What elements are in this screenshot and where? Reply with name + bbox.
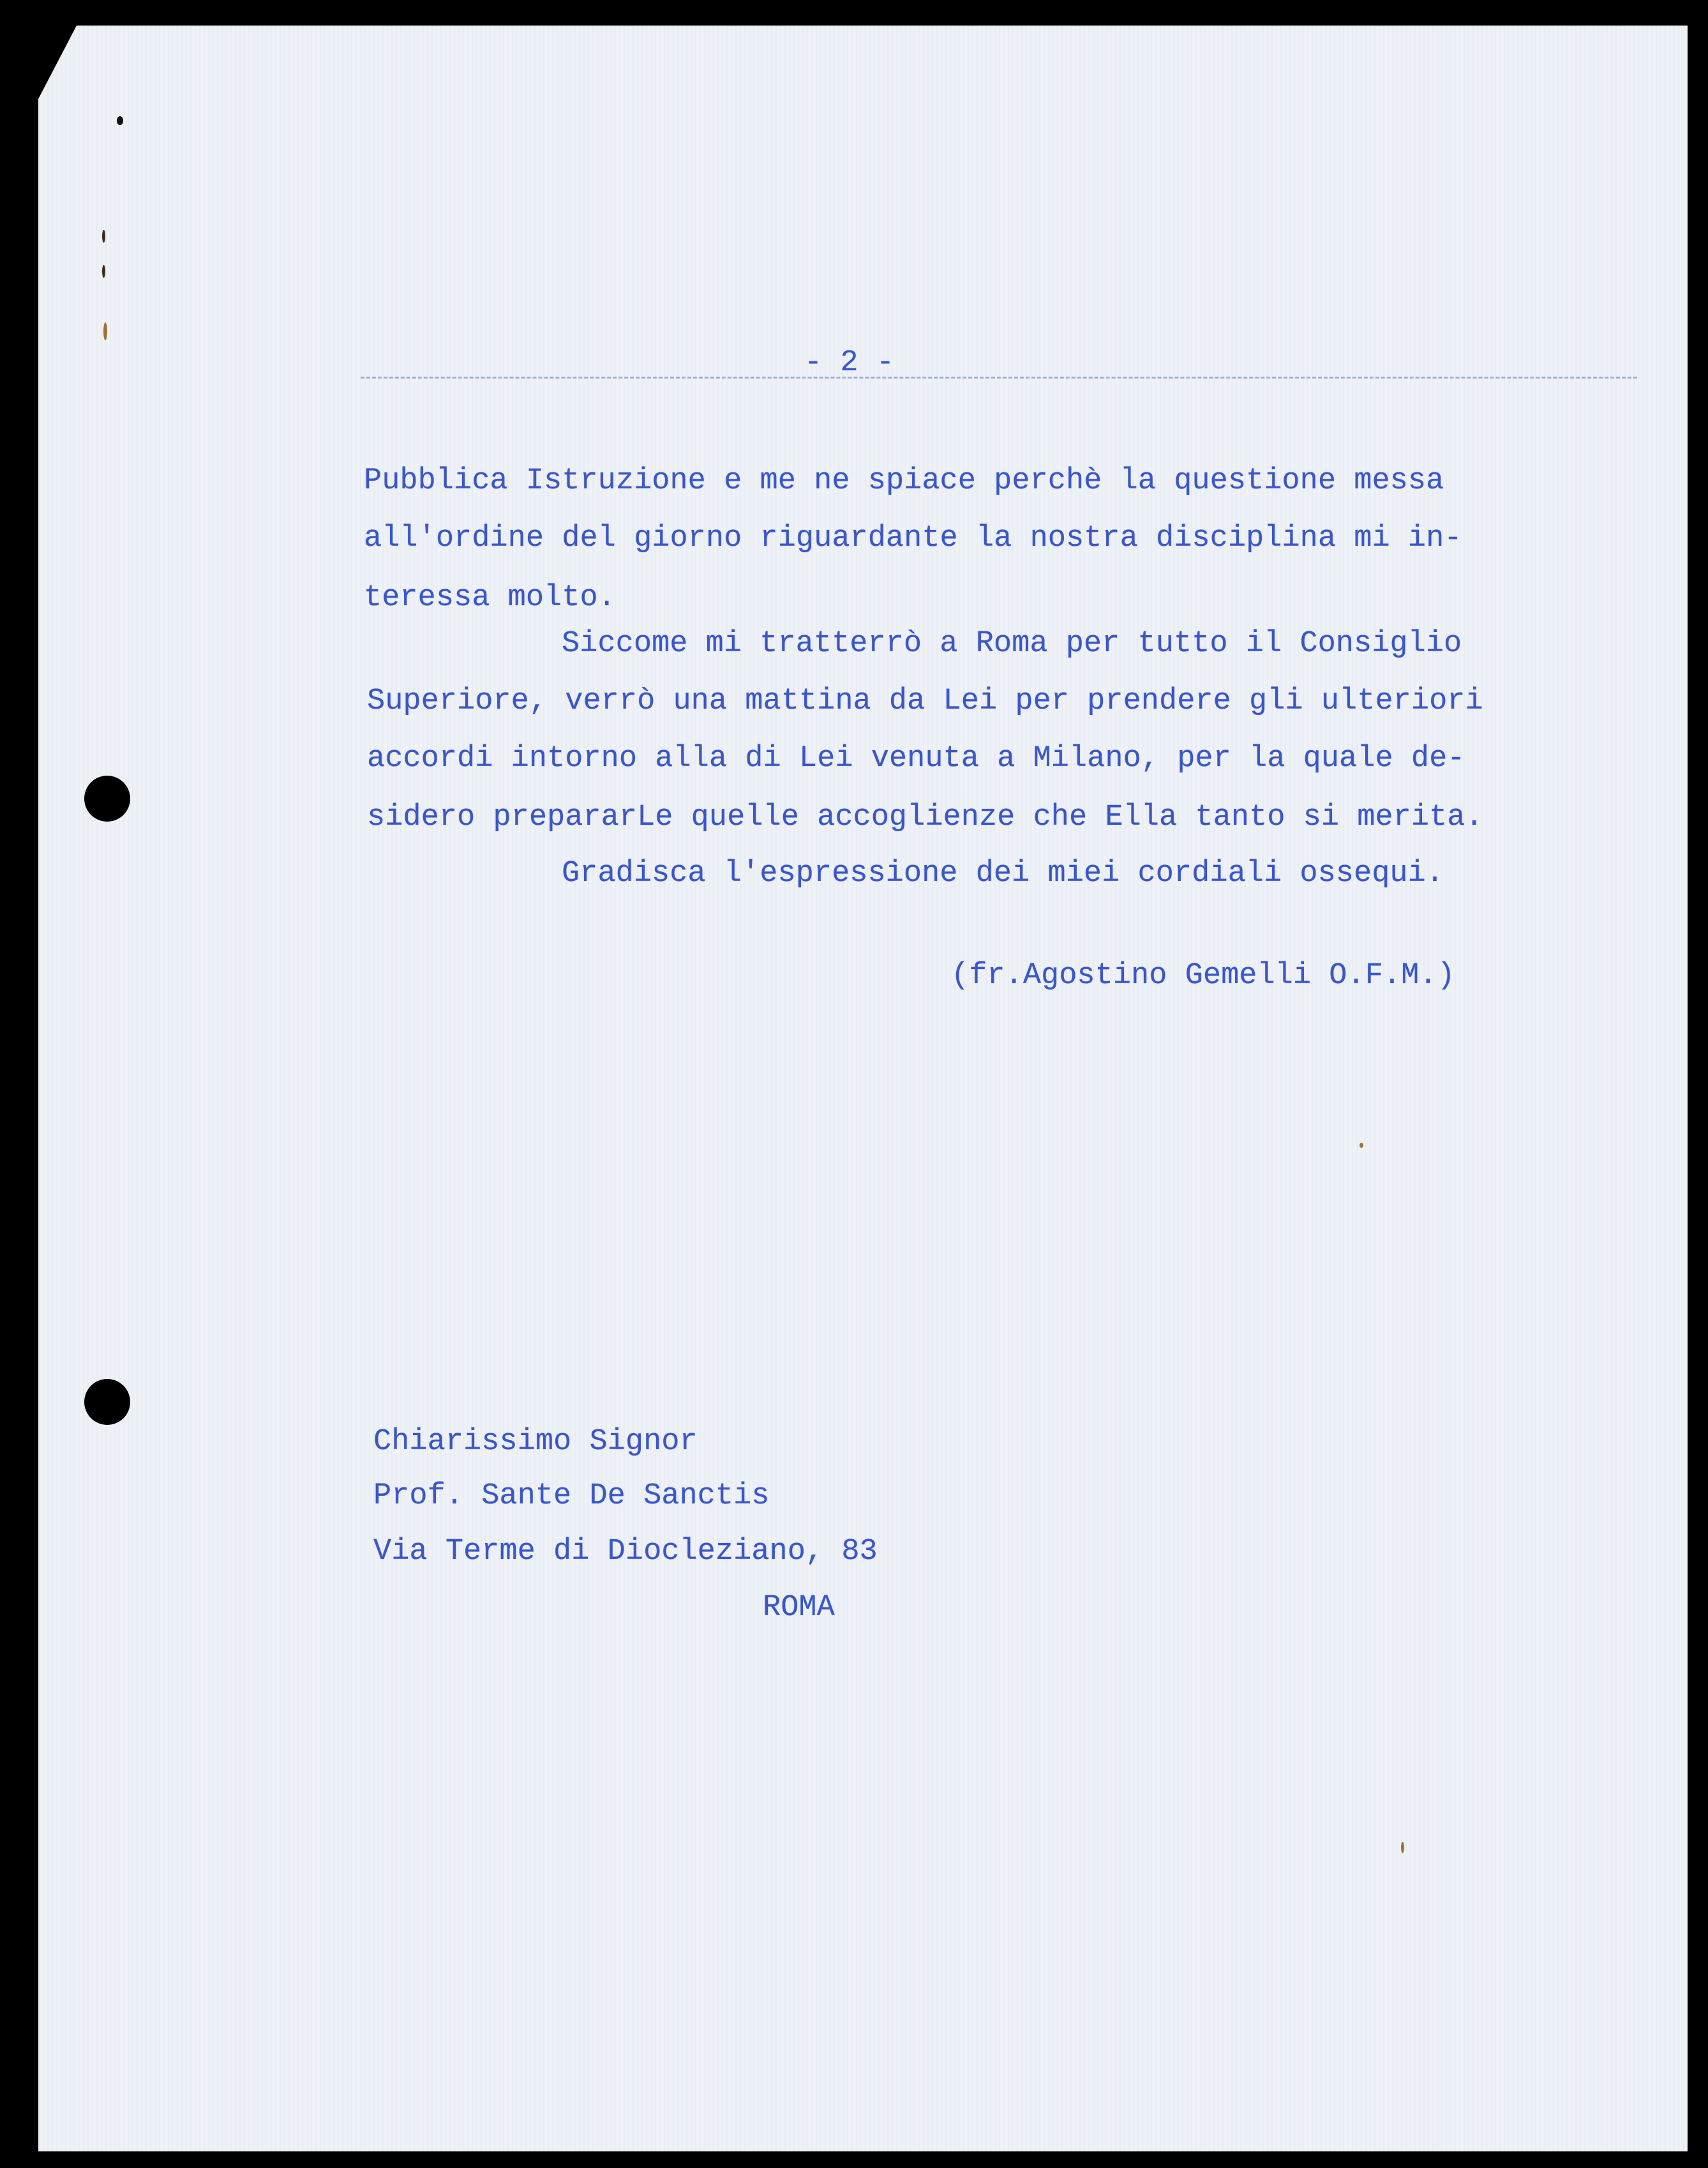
- paper-mark: [1401, 1842, 1404, 1853]
- paper-mark: [103, 322, 107, 340]
- punch-hole-top: [84, 776, 130, 822]
- address-name: Prof. Sante De Sanctis: [373, 1479, 770, 1513]
- body-line: sidero prepararLe quelle accoglienze che Ella tanto si merita.: [367, 801, 1483, 834]
- address-city: ROMA: [763, 1591, 835, 1625]
- body-line: Superiore, verrò una mattina da Lei per prendere gli ulteriori: [367, 684, 1483, 718]
- paper-mark: [102, 230, 105, 243]
- punch-hole-bottom: [84, 1379, 130, 1425]
- body-line: all'ordine del giorno riguardante la nostra disciplina mi in-: [364, 522, 1462, 555]
- paper-mark: [102, 265, 105, 278]
- body-line: Siccome mi tratterrò a Roma per tutto il Consiglio: [562, 627, 1462, 661]
- address-salutation: Chiarissimo Signor: [373, 1425, 698, 1459]
- header-rule: [361, 377, 1637, 379]
- paper-mark: [117, 116, 123, 125]
- body-line: teressa molto.: [364, 581, 616, 615]
- paper-mark: [1360, 1143, 1363, 1148]
- body-line: Pubblica Istruzione e me ne spiace perchè la questione messa: [364, 464, 1444, 498]
- address-street: Via Terme di Diocleziano, 83: [373, 1535, 878, 1569]
- body-line: accordi intorno alla di Lei venuta a Milano, per la quale de-: [367, 742, 1465, 776]
- signature: (fr.Agostino Gemelli O.F.M.): [951, 959, 1455, 993]
- page-number: - 2 -: [804, 346, 895, 380]
- body-line: Gradisca l'espressione dei miei cordiali ossequi.: [562, 857, 1444, 891]
- letter-sheet: [38, 26, 1688, 2151]
